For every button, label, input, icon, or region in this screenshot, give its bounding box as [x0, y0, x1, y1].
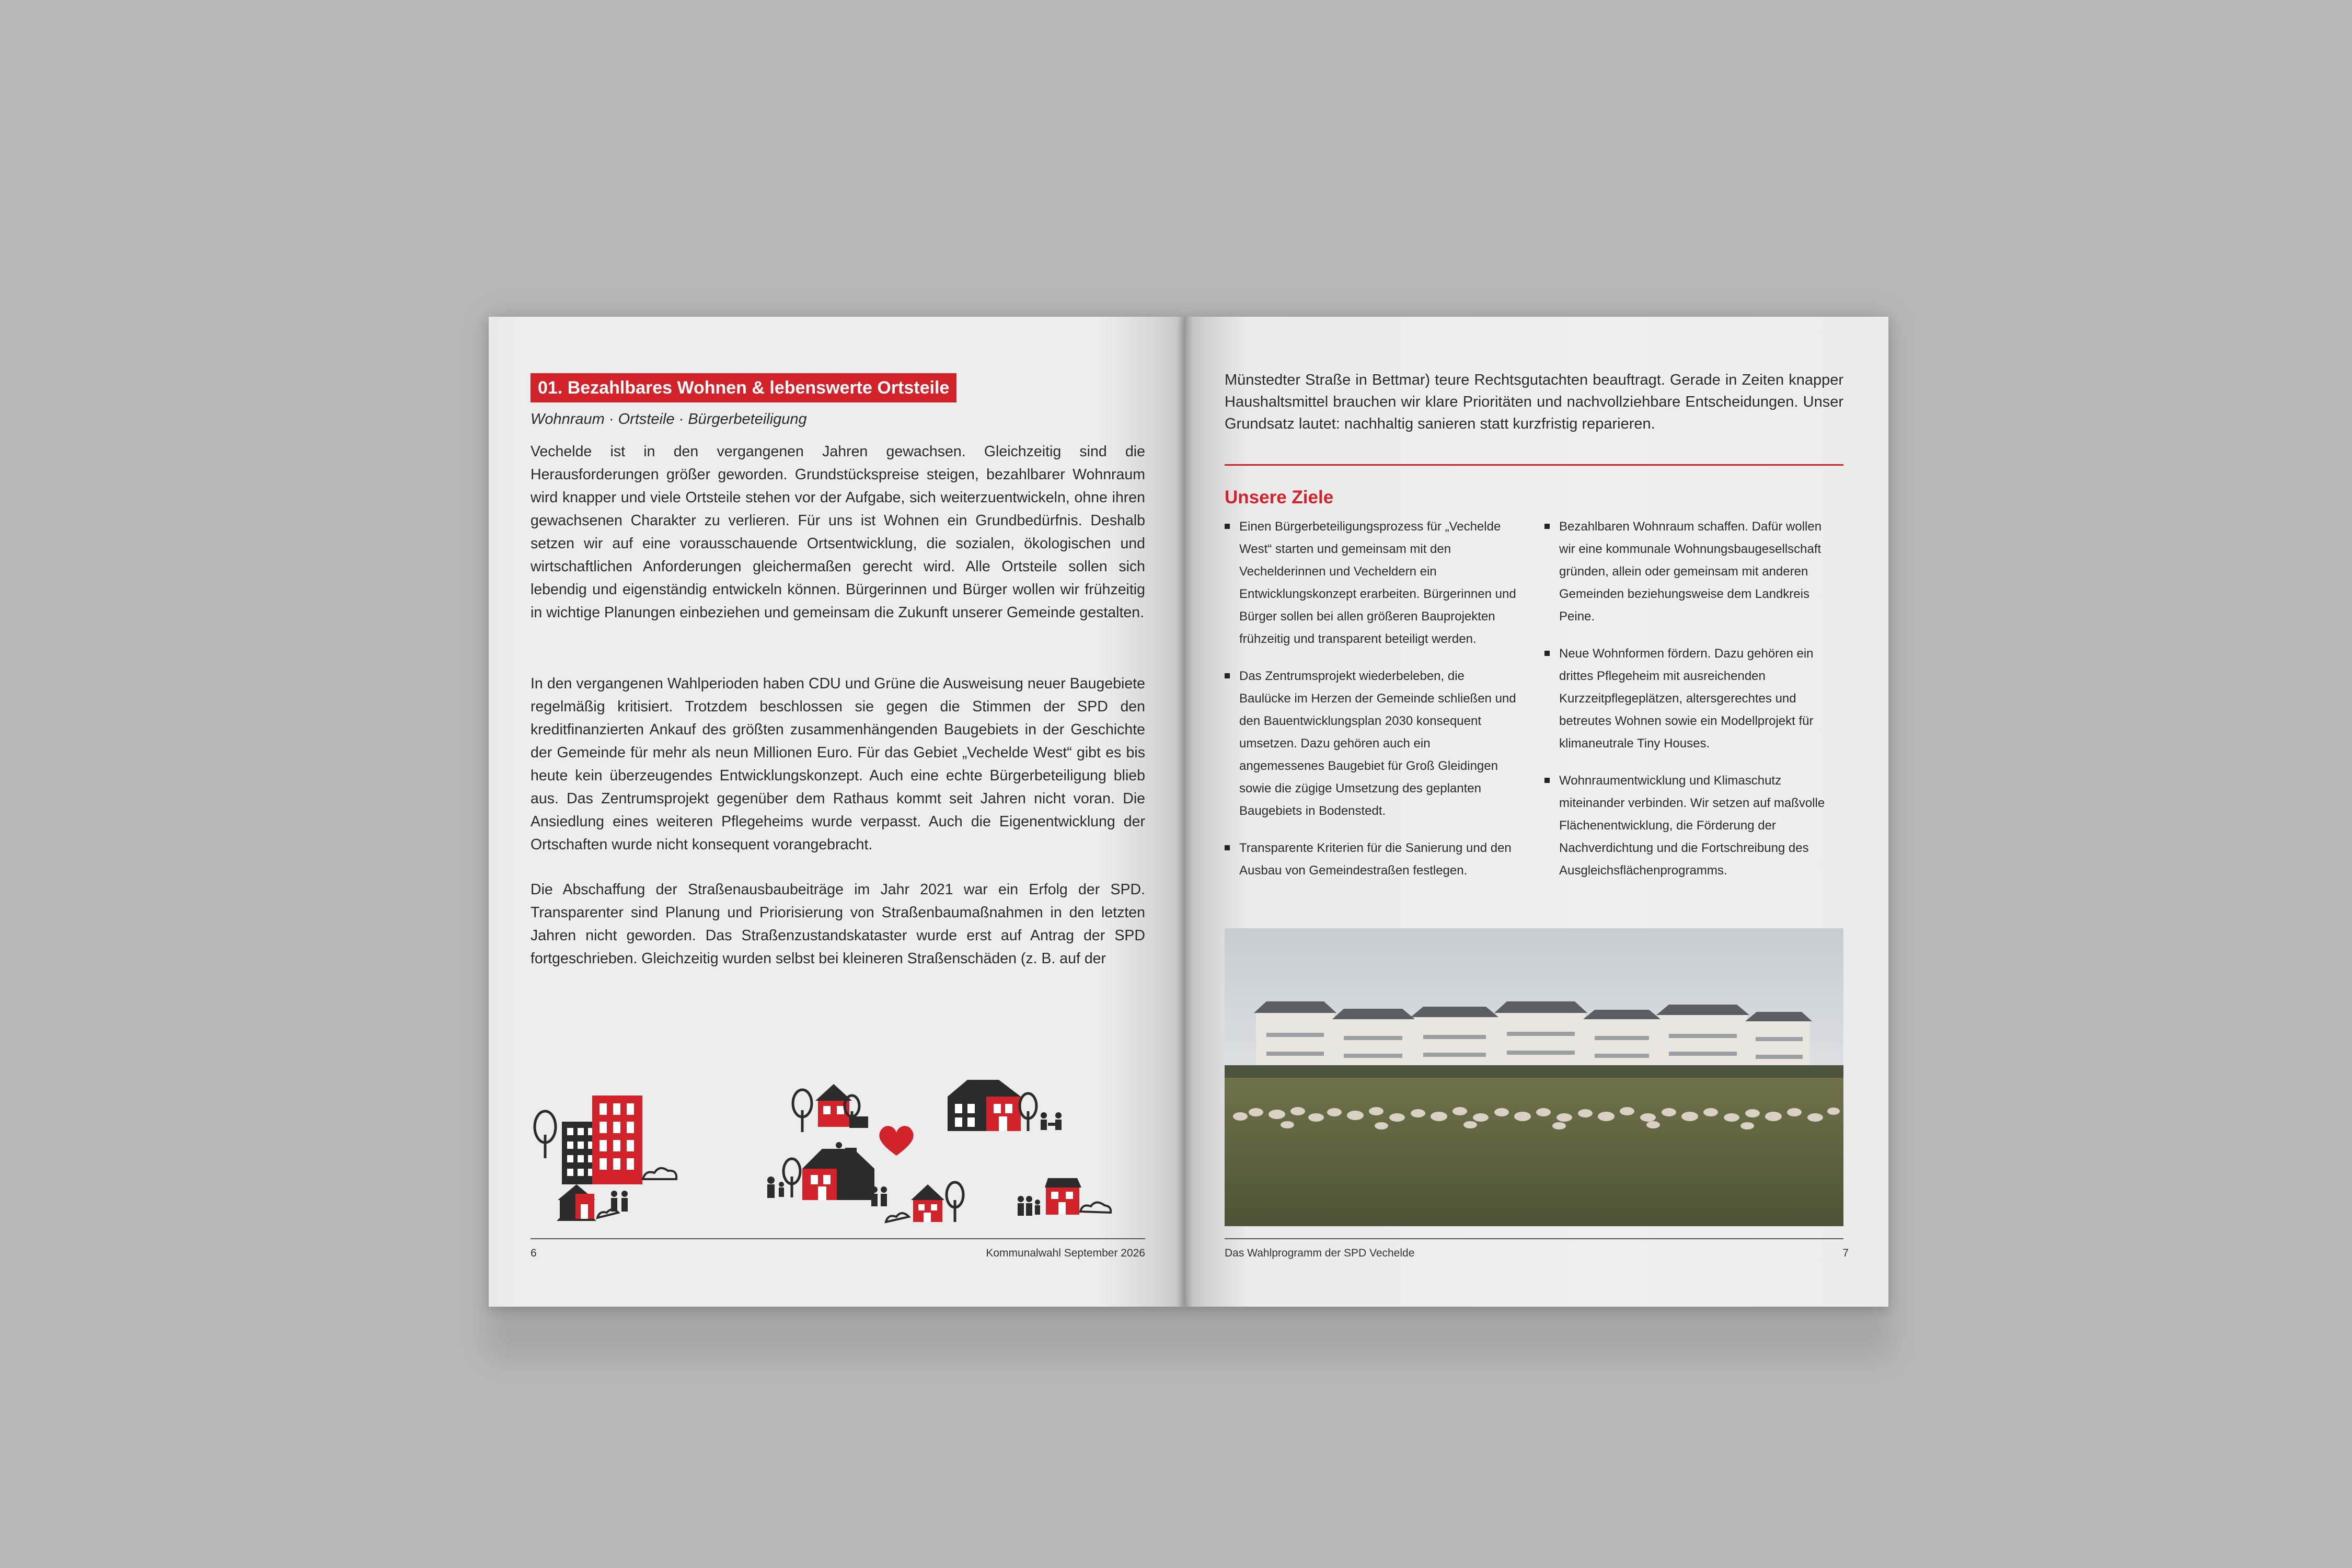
tree-icon — [947, 1182, 963, 1222]
heart-icon — [879, 1126, 913, 1156]
book-gutter — [1177, 317, 1193, 1307]
goal-item: Einen Bürgerbeteiligungsprozess für „Vechelde West“ starten und gemeinsam mit den Vechelderinnen und Vecheldern ein Entwicklungskonzept erarbeiten. Bürgerinnen und Bürger sollen bei allen größeren Bauprojekten frühzeitig und transparent beteiligt werden. — [1225, 515, 1517, 650]
family-icon — [767, 1177, 784, 1198]
tree-icon — [783, 1159, 800, 1197]
housing-illustration — [525, 1028, 1152, 1226]
footer-rule — [1225, 1238, 1843, 1239]
cloud-icon — [643, 1168, 676, 1179]
goal-item: Wohnraumentwicklung und Klimaschutz miteinander verbinden. Wir setzen auf maßvolle Flächenentwicklung, die Förderung der Nachverdichtung und die Fortschreibung des Ausgleichsflächenprogramms. — [1544, 769, 1837, 882]
tree-icon — [535, 1111, 556, 1158]
footer-text: Das Wahlprogramm der SPD Vechelde — [1225, 1247, 1415, 1259]
goals-list-right — [1544, 515, 1837, 896]
left-page — [489, 317, 1185, 1307]
body-paragraph-1: Vechelde ist in den vergangenen Jahren gewachsen. Gleichzeitig sind die Herausforderungen größer geworden. Grundstückspreise steigen, bezahlbarer Wohnraum wird knapper und viele Ortsteile stehen vor der Aufgabe, sich weiterzuentwickeln, ohne ihren gewachsenen Charakter zu verlieren. Für uns ist Wohnen ein Grundbedürfnis. Deshalb setzen wir auf eine vorausschauende Ortsentwicklung, die sozialen, ökologischen und wirtschaftlichen Anforderungen gleichermaßen gerecht wird. Alle Ortsteile sollen sich lebendig und eigenständig entwickeln können. Bürgerinnen und Bürger wollen wir frühzeitig in wichtige Planungen einbeziehen und gemeinsam die Zukunft unserer Gemeinde gestalten. — [531, 443, 1145, 621]
chapter-subtitle: Wohnraum · Ortsteile · Bürgerbeteiligung — [531, 411, 807, 428]
goals-list-left — [1225, 515, 1517, 896]
large-house-icon — [802, 1149, 874, 1200]
cloud-icon — [886, 1213, 909, 1222]
divider — [1225, 464, 1843, 466]
house-icon — [911, 1184, 944, 1222]
right-page — [1185, 317, 1888, 1307]
section-heading: Unsere Ziele — [1225, 487, 1334, 508]
cloud-icon — [1080, 1202, 1111, 1213]
chapter-title: 01. Bezahlbares Wohnen & lebenswerte Ortsteile — [531, 373, 956, 402]
people-at-table-icon — [1041, 1112, 1062, 1130]
cloud-icon — [597, 1209, 618, 1218]
photo-housing-with-sheep — [1225, 928, 1843, 1226]
apartment-building-icon — [562, 1096, 642, 1184]
family-icon — [1018, 1196, 1040, 1216]
page-number: 6 — [531, 1247, 537, 1259]
small-house-icon — [558, 1184, 595, 1219]
goal-item: Das Zentrumsprojekt wiederbeleben, die Baulücke im Herzen der Gemeinde schließen und den Bauentwicklungsplan 2030 konsequent umsetzen. Dazu gehören auch ein angemessenes Baugebiet für Groß Gleidingen sowie die zügige Umsetzung des geplanten Baugebiets in Bodenstedt. — [1225, 665, 1517, 822]
family-icon — [871, 1186, 887, 1206]
body-paragraph-2: In den vergangenen Wahlperioden haben CDU und Grüne die Ausweisung neuer Baugebiete regelmäßig kritisiert. Trotzdem beschlossen sie gegen die Stimmen der SPD den kreditfinanzierten Ankauf des größten zusammenhängenden Baugebiets in der Geschichte der Gemeinde für mehr als neun Millionen Euro. Für das Gebiet „Vechelde West“ gibt es bis heute kein überzeugendes Entwicklungskonzept. Auch eine echte Bürgerbeteiligung blieb aus. Das Zentrumsprojekt gegenüber dem Rathaus kommt seit Jahren nicht voran. Die Ansiedlung eines weiteren Pflegeheims wurde verpasst. Auch die Eigenentwicklung der Ortschaften wurde nicht konsequent vorangebracht. — [531, 675, 1145, 853]
large-house-icon — [948, 1080, 1021, 1131]
goal-item: Transparente Kriterien für die Sanierung und den Ausbau von Gemeindestraßen festlegen. — [1225, 837, 1517, 882]
footer-text: Kommunalwahl September 2026 — [986, 1247, 1145, 1259]
house-icon — [1045, 1178, 1081, 1215]
goal-item: Neue Wohnformen fördern. Dazu gehören ein drittes Pflegeheim mit ausreichenden Kurzzeitpflegeplätzen, altersgerechtes und betreutes Wohnen sowie ein Modellprojekt für klimaneutrale Tiny Houses. — [1544, 642, 1837, 755]
footer-rule — [531, 1238, 1145, 1239]
family-icon — [611, 1191, 628, 1212]
tree-icon — [793, 1090, 812, 1132]
page-number: 7 — [1842, 1247, 1849, 1259]
goal-item: Bezahlbaren Wohnraum schaffen. Dafür wollen wir eine kommunale Wohnungsbaugesellschaft gründen, allein oder gemeinsam mit anderen Gemeinden beziehungsweise dem Landkreis Peine. — [1544, 515, 1837, 628]
body-paragraph-3: Die Abschaffung der Straßenausbaubeiträge im Jahr 2021 war ein Erfolg der SPD. Transparenter sind Planung und Priorisierung von Straßenbaumaßnahmen in den letzten Jahren nicht geworden. Das Straßenzustandskataster wurde erst auf Antrag der SPD fortgeschrieben. Gleichzeitig wurden selbst bei kleineren Straßenschäden (z. B. auf der — [531, 881, 1145, 967]
continued-paragraph: Münstedter Straße in Bettmar) teure Rechtsgutachten beauftragt. Gerade in Zeiten knapper Haushaltsmittel brauchen wir klare Prioritäten und nachvollziehbare Entscheidungen. Unser Grundsatz lautet: nachhaltig sanieren statt kurzfristig reparieren. — [1225, 372, 1843, 432]
tree-icon — [1020, 1093, 1036, 1131]
